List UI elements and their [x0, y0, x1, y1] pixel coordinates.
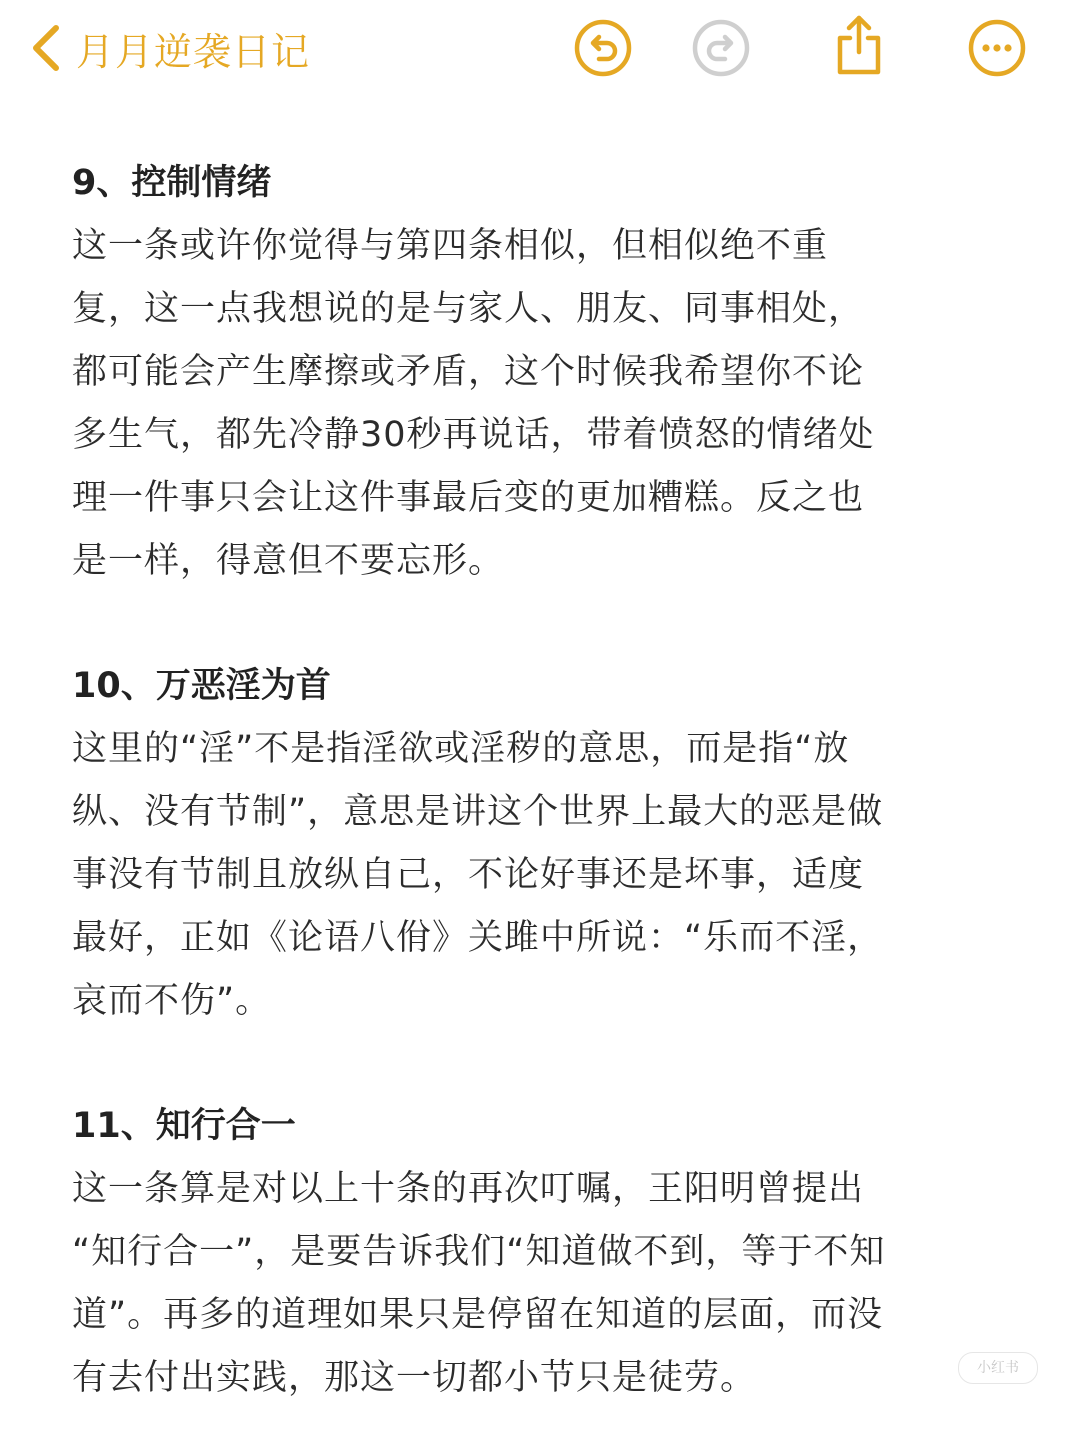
back-button[interactable] — [28, 18, 310, 78]
navigation-bar — [0, 0, 1080, 100]
paragraph-line: 纵、没有节制”，意思是讲这个世界上最大的恶是做 — [72, 792, 884, 832]
section-paragraph — [72, 718, 1032, 1033]
paragraph-line: 理一件事只会让这件事最后变的更加糟糕。反之也 — [72, 478, 865, 518]
section-title: 10、万恶淫为首 — [72, 666, 331, 706]
section-paragraph — [72, 1158, 1032, 1410]
more-icon — [966, 17, 1028, 79]
paragraph-line: 复，这一点我想说的是与家人、朋友、同事相处， — [72, 289, 865, 329]
back-label: 月月逆袭日记 — [76, 29, 311, 74]
watermark-logo: 小红书 — [958, 1352, 1038, 1384]
redo-button[interactable] — [690, 17, 752, 79]
section-paragraph — [72, 215, 1032, 593]
chevron-left-icon — [28, 22, 62, 74]
share-icon — [828, 12, 890, 78]
paragraph-line: 事没有节制且放纵自己，不论好事还是坏事，适度 — [72, 855, 865, 895]
section-title: 11、知行合一 — [72, 1106, 296, 1146]
section-11 — [72, 1095, 1032, 1410]
redo-icon — [690, 17, 752, 79]
paragraph-line: 多生气，都先冷静30秒再说话，带着愤怒的情绪处 — [72, 415, 875, 455]
paragraph-line: 是一样，得意但不要忘形。 — [72, 541, 505, 581]
section-title: 9、控制情绪 — [72, 163, 272, 203]
share-button[interactable] — [828, 12, 890, 74]
section-10 — [72, 655, 1032, 1033]
paragraph-line: 这里的“淫”不是指淫欲或淫秽的意思，而是指“放 — [72, 729, 850, 769]
paragraph-line: “知行合一”，是要告诉我们“知道做不到，等于不知 — [72, 1232, 886, 1272]
paragraph-line: 这一条或许你觉得与第四条相似，但相似绝不重 — [72, 226, 829, 266]
paragraph-line: 都可能会产生摩擦或矛盾，这个时候我希望你不论 — [72, 352, 865, 392]
note-body[interactable] — [72, 152, 1032, 1410]
paragraph-line: 哀而不伤”。 — [72, 981, 272, 1021]
section-9 — [72, 152, 1032, 593]
paragraph-line: 这一条算是对以上十条的再次叮嘱，王阳明曾提出 — [72, 1169, 865, 1209]
paragraph-line: 最好，正如《论语八佾》关雎中所说：“乐而不淫， — [72, 918, 884, 958]
paragraph-line: 道”。再多的道理如果只是停留在知道的层面，而没 — [72, 1295, 884, 1335]
paragraph-line: 有去付出实践，那这一切都小节只是徒劳。 — [72, 1358, 757, 1398]
undo-button[interactable] — [572, 17, 634, 79]
more-button[interactable] — [966, 17, 1028, 79]
undo-icon — [572, 17, 634, 79]
